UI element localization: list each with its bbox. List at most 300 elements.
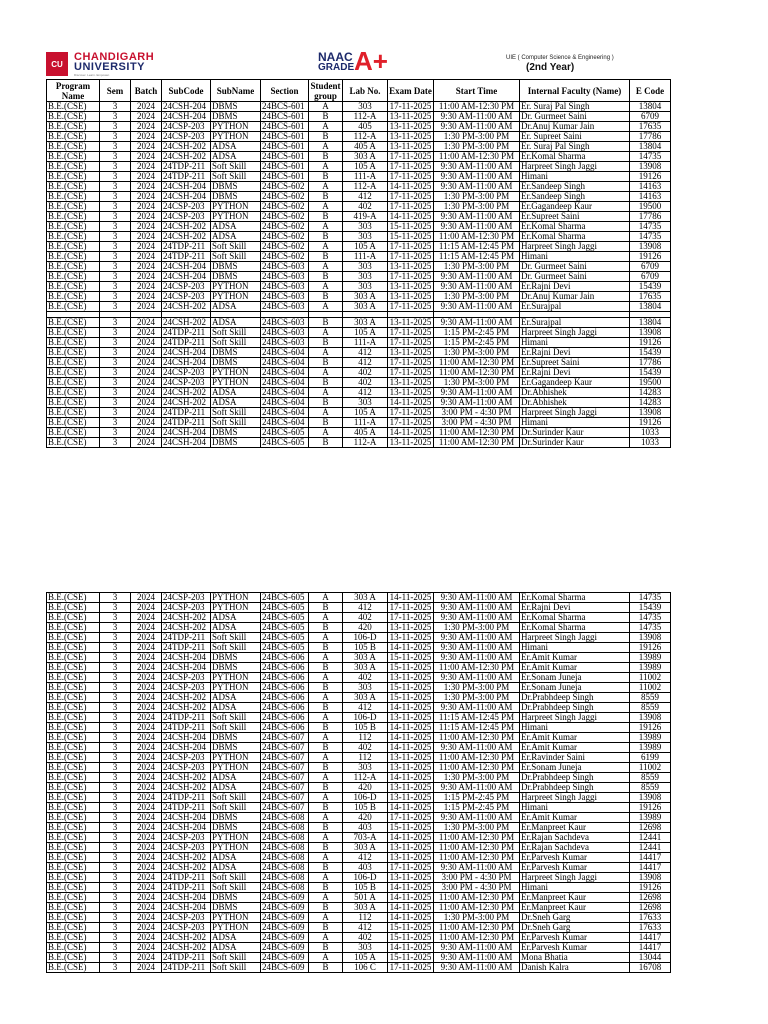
table-row	[47, 162, 671, 172]
cell-subname: DBMS	[211, 428, 261, 438]
cell-start-time: 9:30 AM-11:00 AM	[434, 963, 520, 973]
cell-program-name: B.E.(CSE)	[47, 162, 100, 172]
cell-program-name: B.E.(CSE)	[47, 428, 100, 438]
cell-subcode: 24CSP-203	[162, 282, 211, 292]
cell-sem: 3	[100, 813, 131, 823]
cell-batch: 2024	[131, 232, 162, 242]
cell-lab-no: 303	[343, 943, 388, 953]
cell-batch: 2024	[131, 112, 162, 122]
cell-sem: 3	[100, 262, 131, 272]
cell-internal-faculty: Dr.Prabhdeep Singh	[520, 773, 630, 783]
cell-start-time: 1:30 PM-3:00 PM	[434, 192, 520, 202]
cell-subcode: 24TDP-211	[162, 172, 211, 182]
cell-subcode: 24CSP-203	[162, 368, 211, 378]
table-row	[47, 773, 671, 783]
cell-section: 24BCS-605	[261, 593, 309, 603]
cell-section: 24BCS-607	[261, 783, 309, 793]
cell-subcode: 24CSH-202	[162, 703, 211, 713]
cell-internal-faculty: Dr. Gurmeet Saini	[520, 262, 630, 272]
cell-program-name: B.E.(CSE)	[47, 963, 100, 973]
cell-lab-no: 112	[343, 753, 388, 763]
table-row	[47, 673, 671, 683]
cell-exam-date: 13-11-2025	[388, 348, 434, 358]
cell-sem: 3	[100, 192, 131, 202]
cell-start-time: 9:30 AM-11:00 AM	[434, 282, 520, 292]
cell-sem: 3	[100, 753, 131, 763]
cell-sem: 3	[100, 172, 131, 182]
cell-lab-no: 105 A	[343, 408, 388, 418]
cell-program-name: B.E.(CSE)	[47, 843, 100, 853]
cell-program-name: B.E.(CSE)	[47, 398, 100, 408]
cell-subcode: 24CSH-202	[162, 142, 211, 152]
cell-exam-date: 15-11-2025	[388, 823, 434, 833]
cell-start-time: 11:00 AM-12:30 PM	[434, 843, 520, 853]
cell-lab-no: 303 A	[343, 152, 388, 162]
cell-internal-faculty: Er.Komal Sharma	[520, 613, 630, 623]
cell-start-time: 1:15 PM-2:45 PM	[434, 328, 520, 338]
cell-start-time: 1:30 PM-3:00 PM	[434, 292, 520, 302]
cell-e-code: 12441	[630, 833, 671, 843]
cell-e-code: 6709	[630, 272, 671, 282]
cell-internal-faculty: Harpreet Singh Jaggi	[520, 162, 630, 172]
cell-internal-faculty: Er.Komal Sharma	[520, 152, 630, 162]
cell-program-name: B.E.(CSE)	[47, 653, 100, 663]
cell-start-time: 9:30 AM-11:00 AM	[434, 703, 520, 713]
cell-e-code: 19126	[630, 172, 671, 182]
cell-exam-date: 17-11-2025	[388, 813, 434, 823]
cell-student-group: B	[309, 172, 343, 182]
cell-exam-date: 15-11-2025	[388, 683, 434, 693]
cell-subcode: 24CSH-202	[162, 388, 211, 398]
cell-student-group: B	[309, 923, 343, 933]
cell-start-time: 11:00 AM-12:30 PM	[434, 663, 520, 673]
cell-subname: ADSA	[211, 398, 261, 408]
cell-student-group: B	[309, 438, 343, 448]
cell-subcode: 24CSP-203	[162, 132, 211, 142]
cell-section: 24BCS-609	[261, 913, 309, 923]
cell-batch: 2024	[131, 378, 162, 388]
cell-section: 24BCS-608	[261, 883, 309, 893]
cell-e-code: 15439	[630, 368, 671, 378]
cell-program-name: B.E.(CSE)	[47, 803, 100, 813]
cell-start-time: 11:00 AM-12:30 PM	[434, 753, 520, 763]
table-row	[47, 272, 671, 282]
cell-lab-no: 106 C	[343, 963, 388, 973]
cell-section: 24BCS-606	[261, 673, 309, 683]
cell-student-group: B	[309, 112, 343, 122]
cell-exam-date: 13-11-2025	[388, 378, 434, 388]
cell-section: 24BCS-602	[261, 192, 309, 202]
cell-sem: 3	[100, 783, 131, 793]
cell-exam-date: 13-11-2025	[388, 388, 434, 398]
cell-internal-faculty: Himani	[520, 883, 630, 893]
cell-exam-date: 17-11-2025	[388, 603, 434, 613]
table-row	[47, 743, 671, 753]
cell-internal-faculty: Er.Parvesh Kumar	[520, 943, 630, 953]
table-row	[47, 408, 671, 418]
table-row	[47, 963, 671, 973]
cell-subcode: 24CSH-204	[162, 663, 211, 673]
cell-sem: 3	[100, 883, 131, 893]
cell-internal-faculty: Er.Supreet Saini	[520, 358, 630, 368]
cell-sem: 3	[100, 923, 131, 933]
table-row	[47, 713, 671, 723]
cell-student-group: A	[309, 388, 343, 398]
cell-subcode: 24CSH-204	[162, 348, 211, 358]
cell-batch: 2024	[131, 202, 162, 212]
cell-student-group: B	[309, 603, 343, 613]
cell-subname: PYTHON	[211, 763, 261, 773]
table-row	[47, 623, 671, 633]
cell-internal-faculty: Er.Amit Kumar	[520, 663, 630, 673]
cell-batch: 2024	[131, 803, 162, 813]
table-row	[47, 142, 671, 152]
cell-sem: 3	[100, 428, 131, 438]
cell-start-time: 9:30 AM-11:00 AM	[434, 398, 520, 408]
table-row	[47, 172, 671, 182]
cell-subcode: 24CSP-203	[162, 833, 211, 843]
cell-section: 24BCS-607	[261, 743, 309, 753]
cell-subname: ADSA	[211, 318, 261, 328]
cell-student-group: A	[309, 368, 343, 378]
cell-subcode: 24CSH-202	[162, 623, 211, 633]
table-row	[47, 112, 671, 122]
cell-batch: 2024	[131, 408, 162, 418]
cell-e-code: 14417	[630, 933, 671, 943]
cell-student-group: A	[309, 793, 343, 803]
university-name-line1: CHANDIGARH	[74, 51, 155, 63]
cell-start-time: 9:30 AM-11:00 AM	[434, 172, 520, 182]
cell-subname: Soft Skill	[211, 723, 261, 733]
cell-internal-faculty: Dr.Surinder Kaur	[520, 438, 630, 448]
cell-program-name: B.E.(CSE)	[47, 753, 100, 763]
cell-sem: 3	[100, 863, 131, 873]
cell-student-group: B	[309, 803, 343, 813]
cell-e-code: 13989	[630, 733, 671, 743]
cell-subcode: 24CSP-203	[162, 202, 211, 212]
cell-batch: 2024	[131, 783, 162, 793]
cell-internal-faculty: Dr.Prabhdeep Singh	[520, 783, 630, 793]
cell-batch: 2024	[131, 713, 162, 723]
cell-program-name: B.E.(CSE)	[47, 348, 100, 358]
cell-internal-faculty: Er.Rajni Devi	[520, 603, 630, 613]
cell-start-time: 3:00 PM - 4:30 PM	[434, 418, 520, 428]
cell-start-time: 11:15 AM-12:45 PM	[434, 723, 520, 733]
cell-program-name: B.E.(CSE)	[47, 953, 100, 963]
cell-exam-date: 13-11-2025	[388, 438, 434, 448]
cell-section: 24BCS-608	[261, 853, 309, 863]
cell-lab-no: 112-A	[343, 438, 388, 448]
cell-sem: 3	[100, 913, 131, 923]
cell-internal-faculty: Himani	[520, 723, 630, 733]
cell-subname: DBMS	[211, 192, 261, 202]
cell-batch: 2024	[131, 348, 162, 358]
cell-exam-date: 14-11-2025	[388, 182, 434, 192]
cell-start-time: 3:00 PM - 4:30 PM	[434, 873, 520, 883]
cell-program-name: B.E.(CSE)	[47, 252, 100, 262]
cell-internal-faculty: Er.Rajni Devi	[520, 348, 630, 358]
table-row	[47, 302, 671, 312]
cell-internal-faculty: Dr.Abhishek	[520, 388, 630, 398]
cell-sem: 3	[100, 673, 131, 683]
cell-student-group: A	[309, 593, 343, 603]
cell-program-name: B.E.(CSE)	[47, 262, 100, 272]
cell-subname: ADSA	[211, 703, 261, 713]
cell-exam-date: 13-11-2025	[388, 132, 434, 142]
cell-internal-faculty: Er.Sandeep Singh	[520, 182, 630, 192]
cell-lab-no: 412	[343, 923, 388, 933]
cell-lab-no: 412	[343, 703, 388, 713]
cell-exam-date: 13-11-2025	[388, 713, 434, 723]
cell-lab-no: 303 A	[343, 653, 388, 663]
cell-batch: 2024	[131, 272, 162, 282]
cell-internal-faculty: Er.Manpreet Kaur	[520, 893, 630, 903]
table-row	[47, 813, 671, 823]
cell-start-time: 9:30 AM-11:00 AM	[434, 302, 520, 312]
cell-internal-faculty: Er.Sonam Juneja	[520, 683, 630, 693]
cell-section: 24BCS-607	[261, 763, 309, 773]
cell-subname: PYTHON	[211, 843, 261, 853]
cell-internal-faculty: Harpreet Singh Jaggi	[520, 873, 630, 883]
table-row	[47, 182, 671, 192]
cell-subname: DBMS	[211, 813, 261, 823]
cell-section: 24BCS-604	[261, 408, 309, 418]
cell-e-code: 13989	[630, 743, 671, 753]
table-row	[47, 102, 671, 112]
cell-program-name: B.E.(CSE)	[47, 893, 100, 903]
cell-batch: 2024	[131, 653, 162, 663]
cell-student-group: B	[309, 723, 343, 733]
cell-batch: 2024	[131, 753, 162, 763]
cell-exam-date: 13-11-2025	[388, 853, 434, 863]
cell-subname: ADSA	[211, 933, 261, 943]
cell-section: 24BCS-605	[261, 438, 309, 448]
cell-subcode: 24CSP-203	[162, 673, 211, 683]
cell-start-time: 9:30 AM-11:00 AM	[434, 122, 520, 132]
cell-e-code: 6709	[630, 112, 671, 122]
cell-section: 24BCS-603	[261, 282, 309, 292]
cell-lab-no: 303	[343, 763, 388, 773]
cell-subname: Soft Skill	[211, 643, 261, 653]
cell-student-group: B	[309, 683, 343, 693]
cell-internal-faculty: Dr.Abhishek	[520, 398, 630, 408]
cell-exam-date: 15-11-2025	[388, 663, 434, 673]
cell-lab-no: 412	[343, 348, 388, 358]
cell-subcode: 24CSP-203	[162, 763, 211, 773]
cell-sem: 3	[100, 653, 131, 663]
cell-start-time: 9:30 AM-11:00 AM	[434, 272, 520, 282]
cell-batch: 2024	[131, 252, 162, 262]
cell-section: 24BCS-609	[261, 923, 309, 933]
table-row	[47, 823, 671, 833]
cell-section: 24BCS-602	[261, 182, 309, 192]
cell-start-time: 11:00 AM-12:30 PM	[434, 733, 520, 743]
cell-section: 24BCS-609	[261, 963, 309, 973]
cell-e-code: 19126	[630, 883, 671, 893]
col-subname: SubName	[211, 80, 261, 102]
cell-start-time: 9:30 AM-11:00 AM	[434, 953, 520, 963]
cell-start-time: 9:30 AM-11:00 AM	[434, 643, 520, 653]
cell-lab-no: 112-A	[343, 773, 388, 783]
cell-e-code: 19126	[630, 418, 671, 428]
cell-lab-no: 303	[343, 683, 388, 693]
cell-subname: Soft Skill	[211, 873, 261, 883]
cell-lab-no: 412	[343, 853, 388, 863]
cell-program-name: B.E.(CSE)	[47, 633, 100, 643]
cell-lab-no: 412	[343, 388, 388, 398]
col-subcode: SubCode	[162, 80, 211, 102]
table-row	[47, 252, 671, 262]
cell-e-code: 6709	[630, 262, 671, 272]
col-internal-faculty: Internal Faculty (Name)	[520, 80, 630, 102]
cell-lab-no: 105 A	[343, 162, 388, 172]
cell-student-group: A	[309, 733, 343, 743]
cell-student-group: A	[309, 833, 343, 843]
cell-subname: PYTHON	[211, 282, 261, 292]
table-row	[47, 913, 671, 923]
cell-section: 24BCS-602	[261, 242, 309, 252]
cell-subname: Soft Skill	[211, 408, 261, 418]
cell-section: 24BCS-606	[261, 703, 309, 713]
cell-internal-faculty: Er.Surajpal	[520, 302, 630, 312]
cell-sem: 3	[100, 853, 131, 863]
cell-subcode: 24CSP-203	[162, 923, 211, 933]
cell-student-group: B	[309, 883, 343, 893]
cell-student-group: B	[309, 703, 343, 713]
exam-schedule-table-page1	[46, 79, 671, 448]
cell-start-time: 11:00 AM-12:30 PM	[434, 102, 520, 112]
table-row	[47, 348, 671, 358]
cell-exam-date: 15-11-2025	[388, 953, 434, 963]
cell-student-group: B	[309, 192, 343, 202]
cell-start-time: 11:00 AM-12:30 PM	[434, 853, 520, 863]
cell-internal-faculty: Harpreet Singh Jaggi	[520, 713, 630, 723]
cell-student-group: A	[309, 282, 343, 292]
col-student-group: Student group	[310, 80, 341, 101]
cell-e-code: 19126	[630, 252, 671, 262]
cell-subcode: 24CSH-204	[162, 272, 211, 282]
cell-sem: 3	[100, 272, 131, 282]
cell-lab-no: 703-A	[343, 833, 388, 843]
cell-exam-date: 14-11-2025	[388, 903, 434, 913]
cell-lab-no: 303 A	[343, 693, 388, 703]
cell-sem: 3	[100, 743, 131, 753]
table-row	[47, 132, 671, 142]
cell-exam-date: 13-11-2025	[388, 753, 434, 763]
cell-student-group: A	[309, 142, 343, 152]
cell-sem: 3	[100, 112, 131, 122]
table-row	[47, 292, 671, 302]
cell-subcode: 24CSP-203	[162, 122, 211, 132]
cell-internal-faculty: Dr.Prabhdeep Singh	[520, 703, 630, 713]
cell-subcode: 24TDP-211	[162, 723, 211, 733]
table-row	[47, 222, 671, 232]
cell-subcode: 24CSH-204	[162, 358, 211, 368]
cell-subcode: 24TDP-211	[162, 793, 211, 803]
cell-subcode: 24CSP-203	[162, 603, 211, 613]
cell-e-code: 14283	[630, 388, 671, 398]
cell-start-time: 1:30 PM-3:00 PM	[434, 378, 520, 388]
cell-batch: 2024	[131, 903, 162, 913]
cell-program-name: B.E.(CSE)	[47, 593, 100, 603]
cell-internal-faculty: Dr.Surinder Kaur	[520, 428, 630, 438]
cell-subname: DBMS	[211, 348, 261, 358]
cell-subcode: 24TDP-211	[162, 643, 211, 653]
cell-subname: PYTHON	[211, 368, 261, 378]
cell-program-name: B.E.(CSE)	[47, 152, 100, 162]
cell-student-group: B	[309, 643, 343, 653]
cell-e-code: 15439	[630, 348, 671, 358]
cell-section: 24BCS-603	[261, 318, 309, 328]
cell-batch: 2024	[131, 338, 162, 348]
cell-student-group: A	[309, 913, 343, 923]
table-header-row	[47, 80, 671, 102]
cell-program-name: B.E.(CSE)	[47, 813, 100, 823]
cell-section: 24BCS-604	[261, 418, 309, 428]
cell-section: 24BCS-607	[261, 733, 309, 743]
cell-subname: DBMS	[211, 438, 261, 448]
cell-sem: 3	[100, 152, 131, 162]
cell-student-group: A	[309, 302, 343, 312]
cell-lab-no: 112-A	[343, 182, 388, 192]
table-row	[47, 388, 671, 398]
cell-subname: PYTHON	[211, 673, 261, 683]
cell-exam-date: 17-11-2025	[388, 338, 434, 348]
cell-exam-date: 14-11-2025	[388, 398, 434, 408]
cell-program-name: B.E.(CSE)	[47, 328, 100, 338]
cell-program-name: B.E.(CSE)	[47, 733, 100, 743]
cell-e-code: 12441	[630, 843, 671, 853]
cell-program-name: B.E.(CSE)	[47, 833, 100, 843]
cell-batch: 2024	[131, 963, 162, 973]
cell-student-group: B	[309, 338, 343, 348]
cell-start-time: 11:15 AM-12:45 PM	[434, 713, 520, 723]
cell-exam-date: 13-11-2025	[388, 318, 434, 328]
cell-student-group: A	[309, 328, 343, 338]
cell-subcode: 24CSH-202	[162, 863, 211, 873]
cell-section: 24BCS-605	[261, 623, 309, 633]
logo-mark-icon: CU	[46, 52, 68, 76]
cell-sem: 3	[100, 843, 131, 853]
cell-program-name: B.E.(CSE)	[47, 182, 100, 192]
cell-batch: 2024	[131, 282, 162, 292]
cell-subname: ADSA	[211, 388, 261, 398]
cell-subname: DBMS	[211, 112, 261, 122]
cell-e-code: 15439	[630, 603, 671, 613]
cell-subcode: 24CSH-202	[162, 693, 211, 703]
cell-e-code: 14735	[630, 222, 671, 232]
year-title: (2nd Year)	[526, 62, 575, 73]
cell-student-group: A	[309, 853, 343, 863]
table-row	[47, 152, 671, 162]
cell-section: 24BCS-606	[261, 713, 309, 723]
cell-program-name: B.E.(CSE)	[47, 242, 100, 252]
cell-e-code: 13804	[630, 302, 671, 312]
cell-subname: DBMS	[211, 653, 261, 663]
cell-start-time: 1:30 PM-3:00 PM	[434, 913, 520, 923]
cell-program-name: B.E.(CSE)	[47, 378, 100, 388]
cell-subcode: 24CSP-203	[162, 683, 211, 693]
cell-exam-date: 17-11-2025	[388, 302, 434, 312]
cell-e-code: 13989	[630, 653, 671, 663]
cell-lab-no: 111-A	[343, 418, 388, 428]
cell-batch: 2024	[131, 152, 162, 162]
cell-subname: PYTHON	[211, 923, 261, 933]
cell-section: 24BCS-603	[261, 328, 309, 338]
table-row	[47, 192, 671, 202]
cell-e-code: 14417	[630, 853, 671, 863]
table-row	[47, 693, 671, 703]
